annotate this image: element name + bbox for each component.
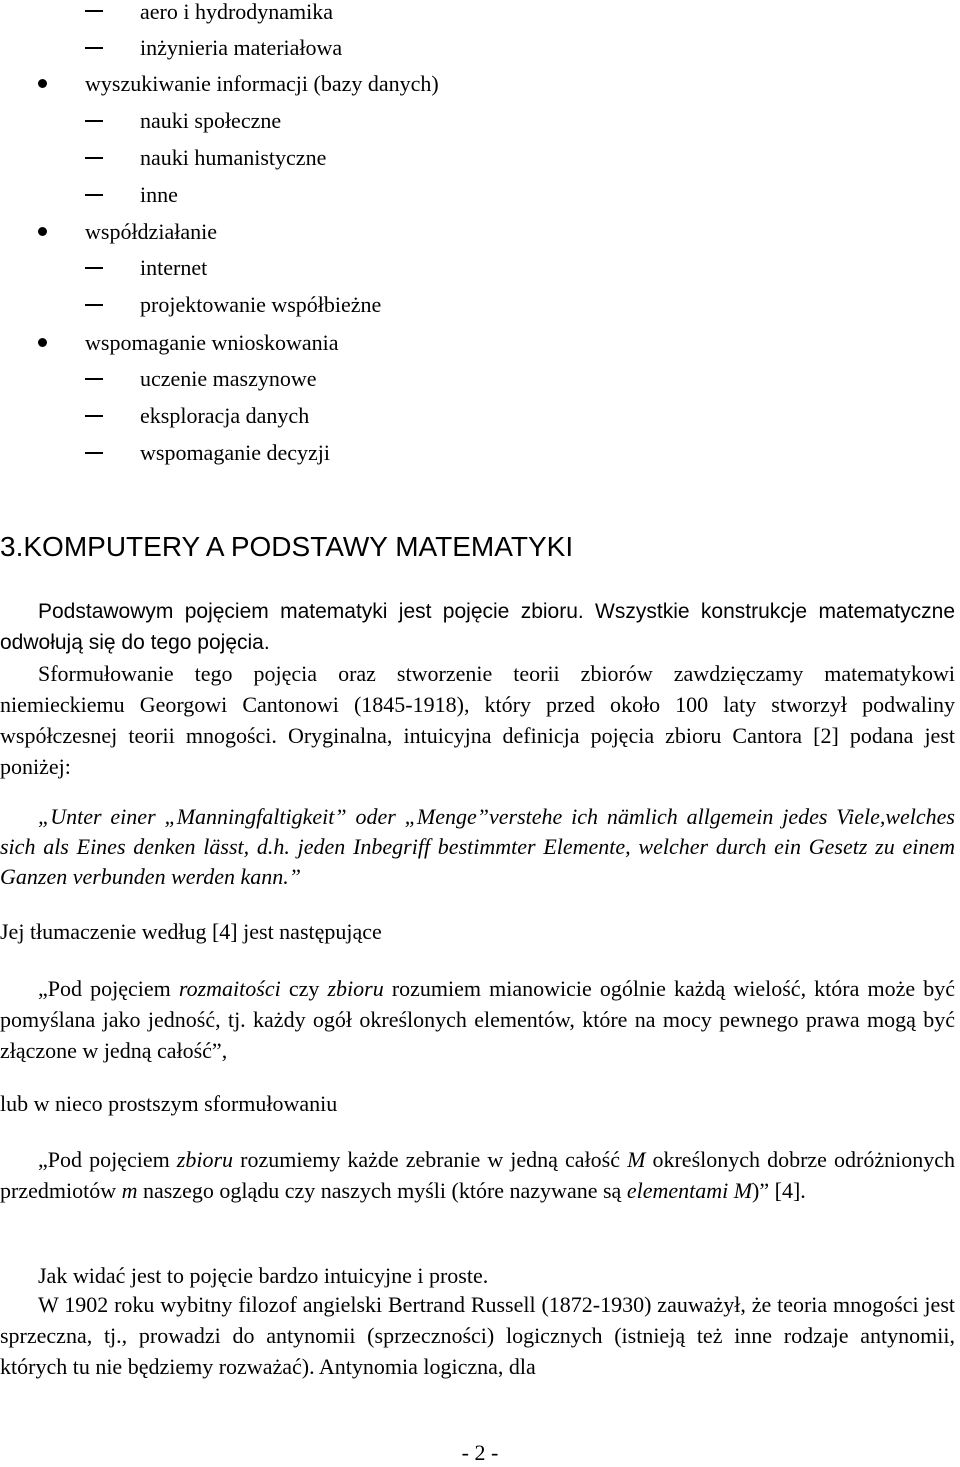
section-title: KOMPUTERY A PODSTAWY MATEMATYKI	[23, 531, 574, 562]
dot-bullet-icon	[38, 338, 47, 347]
cantor-paragraph	[0, 658, 955, 782]
russell-text: W 1902 roku wybitny filozof angielski Bertrand Russell (1872-1930) zauważył, że teoria mnogości jest sprzeczna, tj., prowadzi do antynomii (sprzeczności) logicznych (istnieją też inne rodzaje antynomii, których tu nie będziemy rozważać). Antynomia logiczna, dla	[0, 1292, 955, 1379]
translation-intro	[0, 916, 955, 947]
dash-bullet-icon	[85, 415, 103, 417]
quote-text: „Pod pojęciem	[38, 1147, 177, 1172]
section-number: 3.	[0, 531, 24, 562]
quote-emphasis: rozmaitości	[178, 976, 281, 1001]
quote-emphasis: zbioru	[327, 976, 384, 1001]
list-item: inne	[140, 182, 178, 207]
intuitive-paragraph	[0, 1260, 955, 1291]
list-item: inżynieria materiałowa	[140, 35, 343, 60]
dash-bullet-icon	[85, 304, 103, 306]
quote-text: rozumiemy każde zebranie w jedną całość	[233, 1147, 628, 1172]
list-item: aero i hydrodynamika	[140, 0, 334, 24]
intro-paragraph	[0, 596, 955, 658]
dot-bullet-icon	[38, 79, 47, 88]
quote-emphasis: M	[627, 1147, 646, 1172]
list-item: internet	[140, 255, 208, 280]
list-item: nauki humanistyczne	[140, 145, 327, 170]
quote-text: )” [4].	[752, 1178, 806, 1203]
list-item: wspomaganie decyzji	[140, 440, 330, 465]
list-item: nauki społeczne	[140, 108, 282, 133]
german-quote-text: „Unter einer „Manningfaltigkeit” oder „Menge”verstehe ich nämlich allgemein jedes Viele,welches sich als Eines denken lässt, d.h. jeden Inbegriff bestimmter Elemente, welcher durch ein Gesetz zu einem Ganzen verbunden werden kann.”	[0, 804, 955, 889]
quote-text: określonych dobrze odróżnionych przedmiotów	[0, 1147, 955, 1203]
dash-bullet-icon	[85, 120, 103, 122]
german-quote	[0, 802, 955, 892]
dash-bullet-icon	[85, 157, 103, 159]
simpler-intro	[0, 1088, 955, 1119]
list-item: wspomaganie wnioskowania	[85, 330, 339, 355]
quote-text: rozumiem mianowicie ogólnie każdą wielość, która może być pomyślana jako jedność, tj. każdy ogół określonych elementów, które na mocy pewnego prawa mogą być złączone w jedną całość”,	[0, 976, 956, 1063]
quote-text: „Pod pojęciem	[38, 976, 179, 1001]
intro-text: Podstawowym pojęciem matematyki jest pojęcie zbioru. Wszystkie konstrukcje matematyczne odwołują się do tego pojęcia.	[0, 600, 955, 654]
cantor-text: Sformułowanie tego pojęcia oraz stworzenie teorii zbiorów zawdzięczamy matematykowi niemieckiemu Georgowi Cantonowi (1845-1918), który przed około 100 laty stworzył podwaliny współczesnej teorii mnogości. Oryginalna, intuicyjna definicja pojęcia zbioru Cantora [2] podana jest poniżej:	[0, 661, 955, 779]
section-heading	[0, 530, 573, 564]
quote-emphasis: elementami M	[626, 1178, 753, 1203]
intuitive-text: Jak widać jest to pojęcie bardzo intuicyjne i proste.	[38, 1263, 489, 1288]
list-item: eksploracja danych	[140, 403, 310, 428]
dot-bullet-icon	[38, 227, 47, 236]
dash-bullet-icon	[85, 452, 103, 454]
quote-emphasis: zbioru	[176, 1147, 234, 1172]
translation-intro-text: Jej tłumaczenie według [4] jest następujące	[0, 919, 382, 944]
dash-bullet-icon	[85, 194, 103, 196]
simpler-intro-text: lub w nieco prostszym sformułowaniu	[0, 1091, 338, 1116]
translation-quote-2	[0, 1144, 955, 1206]
list-item: uczenie maszynowe	[140, 366, 317, 391]
dash-bullet-icon	[85, 10, 103, 12]
quote-text: naszego oglądu czy naszych myśli (które nazywane są	[137, 1178, 627, 1203]
list-item: współdziałanie	[85, 219, 217, 244]
russell-paragraph	[0, 1289, 955, 1382]
translation-quote-1	[0, 973, 955, 1066]
quote-text: czy	[280, 976, 328, 1001]
list-item: wyszukiwanie informacji (bazy danych)	[85, 71, 439, 96]
dash-bullet-icon	[85, 267, 103, 269]
dash-bullet-icon	[85, 378, 103, 380]
list-item: projektowanie współbieżne	[140, 292, 382, 317]
page-number: - 2 -	[461, 1440, 499, 1465]
dash-bullet-icon	[85, 47, 103, 49]
quote-emphasis: m	[121, 1178, 138, 1203]
